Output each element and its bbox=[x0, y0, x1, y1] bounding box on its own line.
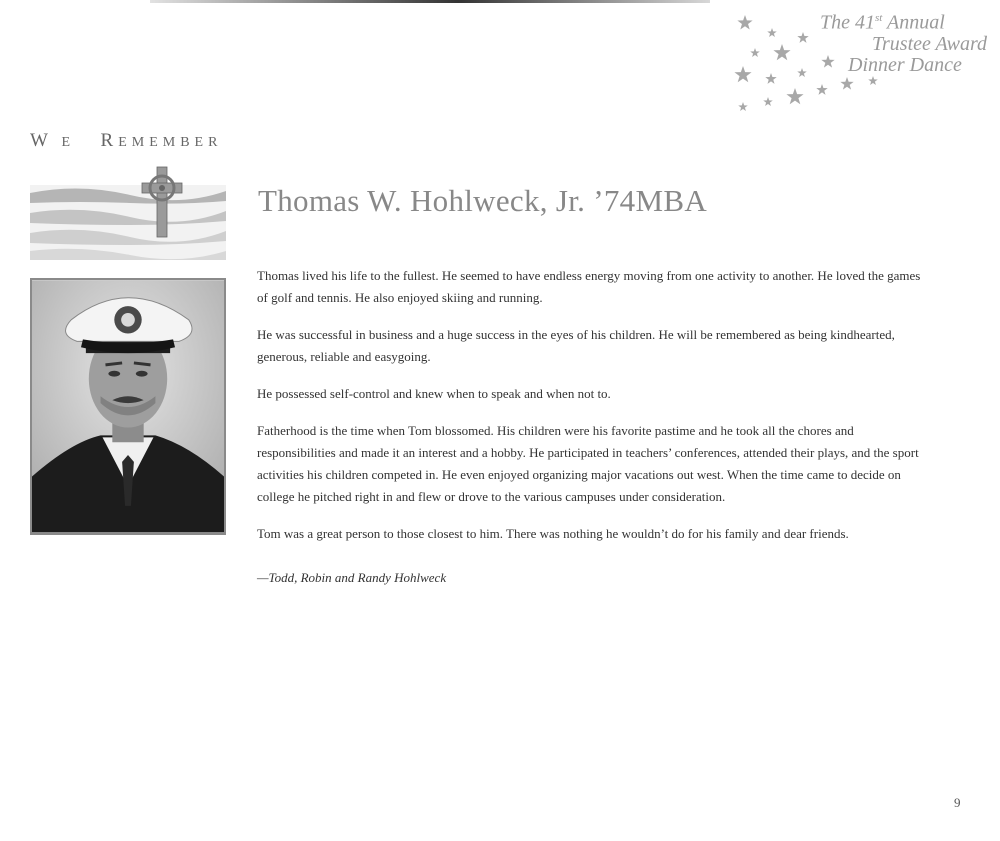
star-icon bbox=[765, 73, 776, 84]
paragraph: He possessed self-control and knew when to speak and when not to. bbox=[257, 386, 611, 401]
section-heading: W E REMEMBER bbox=[30, 130, 223, 151]
flag-banner-image bbox=[30, 165, 226, 260]
event-title-line-3: Dinner Dance bbox=[848, 53, 962, 76]
star-icon bbox=[737, 15, 752, 29]
memorial-name: Thomas W. Hohlweck, Jr. ’74MBA bbox=[258, 183, 708, 218]
star-icon bbox=[734, 66, 751, 82]
event-title-line-2: Trustee Award bbox=[872, 32, 988, 55]
paragraph: Thomas lived his life to the fullest. He seemed to have endless energy moving from one activity to another. He loved the games of golf and tennis. He also enjoyed skiing and running. bbox=[257, 268, 921, 305]
star-icon bbox=[767, 28, 777, 37]
star-icon bbox=[816, 84, 827, 95]
paragraph: He was successful in business and a huge success in the eyes of his children. He will be remembered as being kindhearted, generous, reliable and easygoing. bbox=[257, 327, 895, 364]
star-icon bbox=[750, 48, 760, 57]
star-icon bbox=[786, 88, 803, 104]
star-icon bbox=[738, 102, 748, 111]
portrait-photo bbox=[30, 278, 226, 535]
signature: —Todd, Robin and Randy Hohlweck bbox=[257, 570, 447, 585]
event-title-line-1: The 41st Annual bbox=[820, 11, 945, 34]
paragraph: Tom was a great person to those closest to him. There was nothing he wouldn’t do for his family and dear friends. bbox=[257, 526, 849, 541]
event-title bbox=[800, 8, 990, 76]
star-icon bbox=[773, 44, 790, 60]
top-rule bbox=[150, 0, 710, 3]
star-icon bbox=[763, 97, 773, 106]
star-icon bbox=[840, 77, 853, 90]
paragraph: Fatherhood is the time when Tom blossomed. His children were his favorite pastime and he took all the chores and responsibilities and made it an interest and a hobby. He participated in teachers’ conferences, attended their plays, and the sport activities his children competed in. He even enjoyed organizing major vacations out west. When the time came to decide on college he pitched right in and flew or drove to the various campuses under consideration. bbox=[257, 423, 919, 504]
memorial-text bbox=[257, 265, 927, 560]
page-number: 9 bbox=[954, 795, 961, 810]
star-icon bbox=[868, 76, 878, 85]
